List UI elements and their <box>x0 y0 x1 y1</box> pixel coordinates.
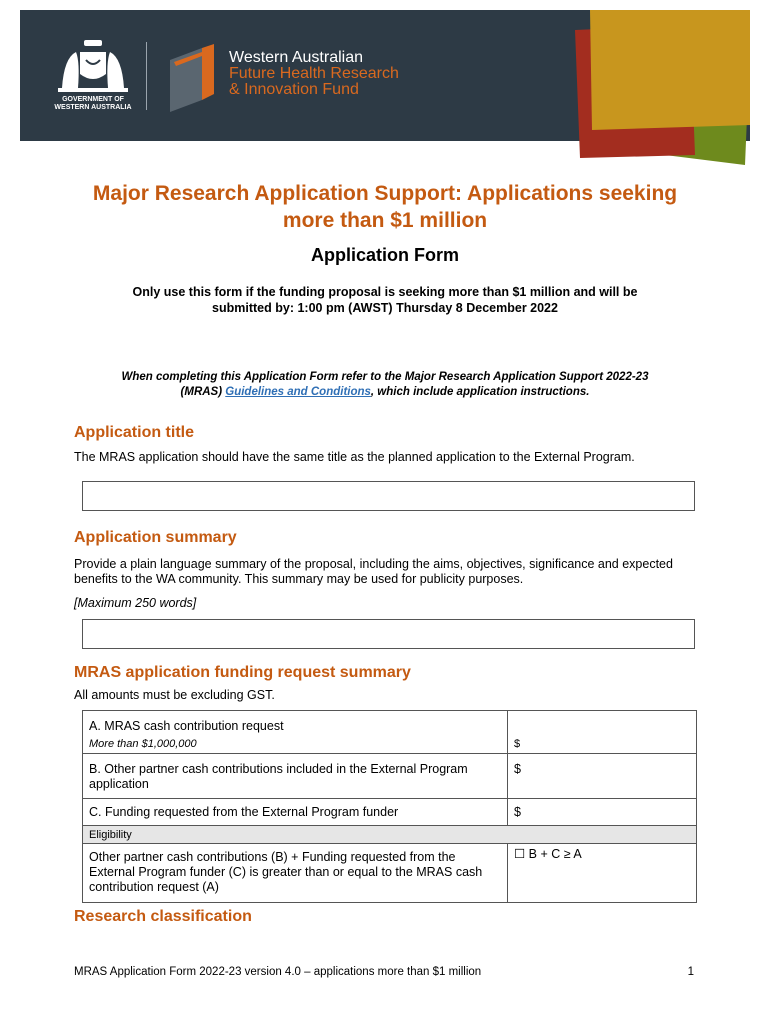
fund-line-1: Western Australian <box>229 49 363 66</box>
guidance-line-2 <box>60 385 710 400</box>
section-application-title: Application title <box>74 424 194 441</box>
government-label <box>50 96 136 112</box>
eligibility-checkbox[interactable]: ☐ B + C ≥ A <box>514 847 582 861</box>
eligibility-text: Other partner cash contributions (B) + Funding requested from the External Program funder (C) is greater than or equal to the MRAS cash contribution request (A) <box>89 850 483 894</box>
fund-line-2: Future Health Research <box>229 65 399 82</box>
fund-logo-icon <box>168 42 222 114</box>
eligibility-check-cell[interactable] <box>508 844 697 903</box>
section-funding-summary: MRAS application funding request summary <box>74 664 411 681</box>
eligibility-header: Eligibility <box>83 826 697 844</box>
coat-of-arms-icon <box>54 38 132 94</box>
page-number: 1 <box>687 966 694 978</box>
title-line-2: more than $1 million <box>282 209 488 232</box>
table-row <box>83 826 697 844</box>
application-summary-instructions: Provide a plain language summary of the proposal, including the aims, objectives, significance and expected benefits to the WA community. This summary may be used for publicity purposes. <box>74 557 673 586</box>
banner-divider <box>146 42 147 110</box>
funding-table <box>82 710 697 903</box>
gov-line-2: WESTERN AUSTRALIA <box>54 104 132 111</box>
table-row <box>83 799 697 826</box>
footer-text: MRAS Application Form 2022-23 version 4.0 – applications more than $1 million <box>74 966 482 978</box>
section-application-summary: Application summary <box>74 529 237 546</box>
decorative-squares <box>570 0 770 170</box>
table-row <box>83 711 697 754</box>
notice-line-2: submitted by: 1:00 pm (AWST) Thursday 8 December 2022 <box>212 301 558 315</box>
row-a-value: $ <box>514 738 521 750</box>
row-a-value-cell[interactable] <box>508 711 697 754</box>
eligibility-text-cell <box>83 844 508 903</box>
gst-note: All amounts must be excluding GST. <box>74 688 275 702</box>
guidance-note <box>60 370 710 400</box>
table-row <box>83 844 697 903</box>
row-b-label: B. Other partner cash contributions included in the External Program application <box>89 762 468 791</box>
row-a-label: A. MRAS cash contribution request <box>89 719 284 733</box>
row-b-label-cell <box>83 754 508 799</box>
title-line-1: Major Research Application Support: Applications seeking <box>92 182 678 205</box>
application-title-instructions: The MRAS application should have the same title as the planned application to the External Program. <box>74 450 635 464</box>
table-row <box>83 754 697 799</box>
guidelines-link[interactable]: Guidelines and Conditions <box>225 386 371 398</box>
guidance-prefix: (MRAS) <box>180 386 226 398</box>
fund-line-3: & Innovation Fund <box>229 81 359 98</box>
row-c-value-cell[interactable] <box>508 799 697 826</box>
guidance-suffix: , which include application instructions. <box>370 386 590 398</box>
guidance-line-1: When completing this Application Form refer to the Major Research Application Support 2022-23 <box>121 371 649 383</box>
notice-line-1: Only use this form if the funding proposal is seeking more than $1 million and will be <box>132 285 638 299</box>
page-title <box>40 180 730 234</box>
application-summary-input[interactable] <box>82 619 695 649</box>
form-title: Application Form <box>311 245 459 265</box>
word-limit-note: [Maximum 250 words] <box>74 596 197 610</box>
row-b-value-cell[interactable] <box>508 754 697 799</box>
gov-line-1: GOVERNMENT OF <box>62 96 124 103</box>
row-a-label-cell <box>83 711 508 754</box>
row-c-label-cell <box>83 799 508 826</box>
fund-name <box>229 50 399 98</box>
page-footer <box>74 966 694 978</box>
row-c-value: $ <box>514 805 521 819</box>
section-research-classification: Research classification <box>74 908 252 925</box>
application-title-input[interactable] <box>82 481 695 511</box>
row-b-value: $ <box>514 762 521 776</box>
submission-notice <box>70 284 700 316</box>
row-c-label: C. Funding requested from the External Program funder <box>89 805 399 819</box>
row-a-note: More than $1,000,000 <box>89 738 197 750</box>
